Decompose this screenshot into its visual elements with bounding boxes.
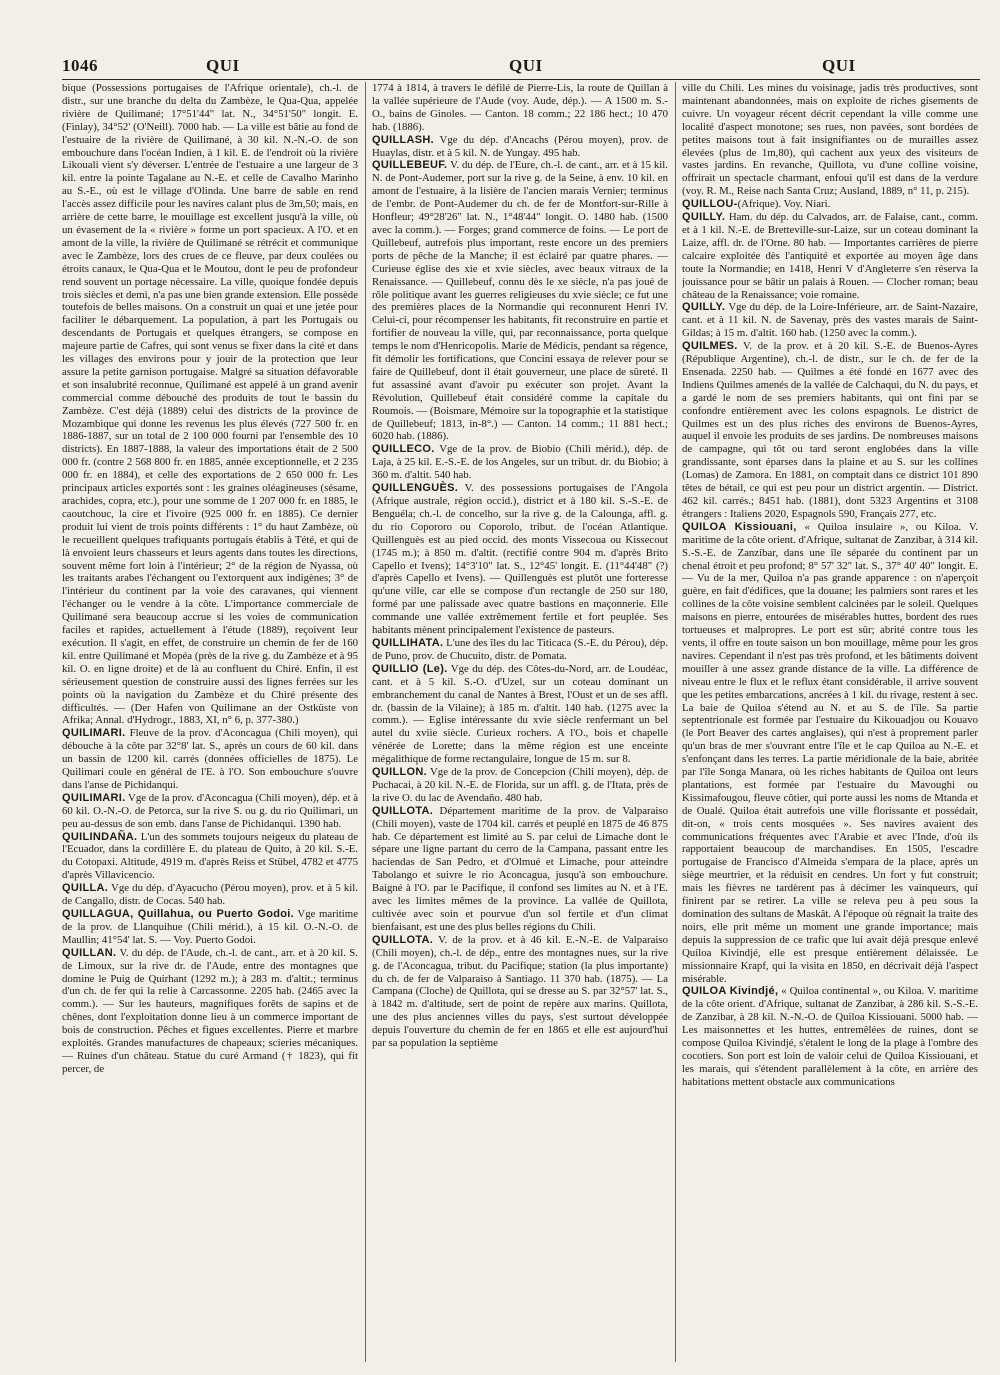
entry-headword: QUILLOU- <box>682 198 738 211</box>
entry-headword: QUILIMARI. <box>62 791 126 804</box>
entry-headword: QUILLIO (Le). <box>372 662 448 675</box>
dictionary-entry <box>372 805 668 934</box>
dictionary-entry <box>682 301 978 340</box>
dictionary-entry <box>372 443 668 482</box>
entry-headword: QUILLY. <box>682 211 726 224</box>
dictionary-entry <box>682 340 978 521</box>
entry-headword: QUILLECO. <box>372 443 435 456</box>
entry-text: L'une des îles du lac Titicaca (S.-E. du Pérou), dép. de Puno, prov. de Chucuito, distr. de Pomata. <box>372 636 668 662</box>
entry-text: (Afrique). Voy. Niari. <box>737 198 831 211</box>
dictionary-entry <box>682 521 978 986</box>
dictionary-entry <box>62 947 358 1076</box>
dictionary-entry <box>372 134 668 160</box>
page-header <box>62 50 980 80</box>
entry-text: Vge de la prov. de Biobio (Chili mérid.), dép. de Laja, à 25 kil. E.-S.-E. de los Angeles, sur un tribut. dr. du Biobio; à 360 m. d'altit. 540 hab. <box>372 443 668 482</box>
entry-text: V. de la prov. et à 46 kil. E.-N.-E. de Valparaiso (Chili moyen), ch.-l. de dép., entre des montagnes nues, sur la rive g. de l'Aconcagua, tribut. du Pacifique; station (la plus importante) du ch. de fer de Valparaiso à Santiago. 11 370 hab. (1875). — La Campana (Cloche) de Quillota, qui se dresse au S. par 32°57' lat. S., à 1842 m. d'altitude, sert de point de repère aux marins. Quillota, une des plus anciennes villes du pays, s'est surtout développée depuis l'ouverture du chemin de fer en 1865 et elle est aujourd'hui par sa population la septième <box>372 933 668 1050</box>
entry-headword: QUILLOTA. <box>372 804 434 817</box>
entry-headword: QUILOA Kivindjé, <box>682 985 779 998</box>
entry-headword: QUILOA Kissiouani, <box>682 520 797 533</box>
dictionary-entry <box>62 792 358 831</box>
entry-text: Fleuve de la prov. d'Aconcagua (Chili moyen), qui débouche à la côte par 32°8' lat. S., après un cours de 60 kil. dans un bassin de 1200 kil. carrés (données officielles de 1875). Le Quilimari coule en général de l'E. à l'O. Son embouchure s'ouvre dans l'anse de Pichidanqui. <box>62 727 358 791</box>
dictionary-entry <box>62 831 358 883</box>
entry-text: V. du dép. de l'Aude, ch.-l. de cant., arr. et à 20 kil. S. de Limoux, sur la rive dr. de l'Aude, entre des montagnes que domine le Puig de Quirhant (1292 m.); à 283 m. d'altit.; terminus d'un ch. de fer qui la relie à Carcassonne. 2205 hab. (2465 avec la comm.). — Sur les hauteurs, magnifiques forêts de sapins et de chênes, dont l'exploitation donne lieu à un commerce important de bois de construction. Pêches et figues excellentes. Pierre et marbre exploités. Grandes manufactures de chapeaux; scieries mécaniques. — Ruines d'un château. Statue du curé Armand († 1823), qui fit percer, de <box>62 946 358 1075</box>
entry-text: Vge de la prov. d'Aconcagua (Chili moyen), dép. et à 60 kil. O.-N.-O. de Petorca, sur la rive S. ou g. du rio Quilimari, un peu au-dessus de son emb. dans l'anse de Pichidanqui. 1390 hab. <box>62 791 358 830</box>
dictionary-entry <box>372 482 668 637</box>
entry-text: Vge du dép. des Côtes-du-Nord, arr. de Loudéac, cant. et à 5 kil. S.-O. d'Uzel, sur un coteau dominant un embranchement du canal de Nantes à Brest, l'Oust et un de ses affl. dr. (bassin de la Vilaine); à 185 m. d'altit. 140 hab. (1275 avec la comm.). — Eglise intéressante du xvie siècle renfermant un bel autel du xviie siècle. Curieux rochers. A l'O., bois et chapelle vénérée de Lorette; dans la même région est une enceinte mégalithique de forme rectangulaire, longue de 15 m. sur 8. <box>372 662 668 766</box>
dictionary-entry <box>682 198 978 211</box>
dictionary-entry <box>372 766 668 805</box>
entry-text: « Quiloa continental », ou Kiloa. V. maritime de la côte orient. d'Afrique, sultanat de Zanzibar, à 286 kil. S.-S.-E. de Zanzibar, à 28 kil. N.-N.-O. de Quiloa Kissiouani. 5000 hab. — Les maisonnettes et les huttes, entremêlées de ruines, dont se compose Quiloa Kivindjé, s'étalent le long de la plage à l'ombre des cocotiers. Son port est loin de valoir celui de Quiloa Kissiouani, et les marais, qui s'étendent parallèlement à la côte, en arrière des habitations mettent obstacle aux communications <box>682 985 978 1088</box>
entry-headword: QUILLA. <box>62 882 109 895</box>
dictionary-entry <box>62 882 358 908</box>
dictionary-entry <box>372 934 668 1050</box>
entry-text: L'un des sommets toujours neigeux du plateau de l'Ecuador, dans la cordillère E. du plateau de Quito, à 20 kil. S.-E. du Cotopaxi. Altitude, 4919 m. d'après Reiss et Stübel, 4782 et 4775 d'après Villavicencio. <box>62 830 358 882</box>
dictionary-entry <box>372 82 668 134</box>
entry-text: 1774 à 1814, à travers le défilé de Pierre-Lis, la route de Quillan à la vallée supérieure de l'Aude (voy. Aude, dép.). — A 1500 m. S.-O., bains de Ginoles. — Canton. 18 comm.; 22 186 hect.; 10 470 hab. (1886). <box>372 82 668 133</box>
entry-headword: QUILLON. <box>372 766 427 779</box>
entry-text: Vge du dép. de la Loire-Inférieure, arr. de Saint-Nazaire, cant. et à 11 kil. N. de Savenay, près des vastes marais de Saint-Gildas; à 15 m. d'altit. 160 hab. (1250 avec la comm.). <box>682 301 978 340</box>
entry-text: Ham. du dép. du Calvados, arr. de Falaise, cant., comm. et à 1 kil. N.-E. de Bretteville-sur-Laize, sur un coteau dominant la Laize, affl. dr. de l'Orne. 80 hab. — Importantes carrières de pierre calcaire exploitée dès l'antiquité et exportée au moyen âge dans toute la Normandie; en 1418, Henri V d'Angleterre s'en réserva la jouissance pour se bâtir un palais à Rouen. — Clocher roman; beau château de la Renaissance; voie romaine. <box>682 211 978 301</box>
entry-text: Vge maritime de la prov. de Llanquihue (Chili mérid.), à 15 kil. O.-N.-O. de Maullin; 41°54' lat. S. — Voy. Puerto Godoi. <box>62 908 358 946</box>
entry-headword: QUILLOTA. <box>372 933 434 946</box>
entry-headword: QUILLAGUA, Quillahua, ou Puerto Godoi. <box>62 908 294 920</box>
entry-text: « Quiloa insulaire », ou Kiloa. V. maritime de la côte orient. d'Afrique, sultanat de Zanzibar, à 314 kil. S.-S.-E. de Zanzibar, dans une île séparée du continent par un chenal étroit et peu profond; 8° 57' 32" lat. S., 37° 40' 40" longit. E. — Vu de la mer, Quiloa n'a pas grande apparence : on n'aperçoit guère, en fait d'édifices, que la douane; les palmiers sont rares et les collines de la côte voisine semblent calcinées par le soleil. Quelques maisons en pierre, entourées de misérables huttes, bordent des rues tortueuses et malpropres. Le port est sûr; abrité contre tous les vents, il offre en toute saison un bon mouillage, même pour les gros navires. Cependant il n'est pas très profond, et les bâtiments doivent mouiller à une assez grande distance de la ville. La différence de niveau entre le flux et le reflux étant considérable, il arrive souvent que les petites embarcations, ancrées à 1 kil. du rivage, restent à sec. La baie de Quiloa s'étend au N. et au S. de l'île. Sa partie septentrionale est formée par l'estuaire du Kikouadjou ou Kouavo (le Port Beaver des cartes anglaises), qui n'est à proprement parler qu'un bras de mer s'ouvrant entre l'île et le cap Quiloa au N.-E. et s'enfonçant dans les terres. La partie méridionale de la baie, abritée par l'île Songa Manara, où les riches habitants de Quiloa ont leurs plantations, est formée par l'estuaire du Mavoughi ou Kissimafougou, fleuve côtier, qui porte aussi les noms de Mtanda et de Oualé. Quiloa était autrefois une ville florissante et possédait, dit-on, « trois cents mosquées ». Ses navires avaient des communications fréquentes avec l'Arabie et avec l'Inde, d'où ils rapportaient beaucoup de marchandises. En 1505, l'escadre portugaise de Francisco d'Almeida s'empara de la place, après un siège meurtrier, et la réduisit en cendres. Un fort y fut construit; mais les fièvres ne tardèrent pas à décimer les vainqueurs, qui finirent par se retirer. La ville se releva peu à peu sous la domination des sultans de Maskât. A l'époque où régnait la traite des noirs, elle prit même un moment une grande importance; mais depuis la suppression de ce trafic que lui avait déjà presque enlevé Quiloa Kivindjé, elle est presque entièrement délaissée. Le missionnaire Krapf, qui la visita en 1850, en décrivait déjà l'aspect misérable. <box>682 520 978 985</box>
entry-text: V. de la prov. et à 20 kil. S.-E. de Buenos-Ayres (République Argentine), ch.-l. de distr., sur le ch. de fer de la Ensenada. 2250 hab. — Quilmes a été fondé en 1677 avec des Indiens Quilmes amenés de la vallée de Calchaqui, du N. du pays, et a gardé le nom de ses premiers habitants, qui ont fini par se confondre entièrement avec les colons espagnols. Le district de Quilmes est un des plus riches des environs de Buenos-Ayres, auquel il envoie les produits de ses jardins. De nombreuses maisons de campagne, qui tôt ou tard seront englobées dans la ville grandissante, sont éparses dans la plaine et au S. sur les collines (Lomas) de Zamora. En 1881, on comptait dans ce district 101 890 têtes de bétail, ce qui est peu pour un district argentin. — District. 462 kil. carrés.; 8451 hab. (1881), dont 5323 Argentins et 3108 étrangers : Italiens 2020, Espagnols 590, Français 277, etc. <box>682 340 978 520</box>
text-columns <box>62 82 980 1362</box>
entry-text: ville du Chili. Les mines du voisinage, jadis très productives, sont maintenant abandonnées, mais on exploite de riches gisements de cuivre. Un voyageur récent décrit cependant la ville comme une localité d'aspect monotone; ses rues, non pavées, sont bordées de petites maisons tout à fait insignifiantes ou de murailles assez élevées (plus de 1m,80), qui cachent aux yeux des visiteurs de vastes jardins. En revanche, Quillota, vu d'une colline voisine, offrirait un spectacle charmant, enfoui qu'il est dans de la verdure (voy. R. M., Reise nach Santa Cruz; Ausland, 1889, n° 11, p. 215). <box>682 82 978 198</box>
entry-headword: QUILLEBEUF. <box>372 159 448 172</box>
entry-headword: QUILLENGUÈS. <box>372 482 459 495</box>
entry-headword: QUILIMARI. <box>62 727 126 740</box>
dictionary-entry <box>682 82 978 198</box>
running-head-left: QUI <box>206 56 240 75</box>
dictionary-entry <box>682 985 978 1088</box>
column-1 <box>62 82 358 1362</box>
column-3 <box>682 82 978 1362</box>
dictionary-entry <box>372 663 668 766</box>
column-2 <box>372 82 668 1362</box>
running-head-center: QUI <box>509 56 543 75</box>
dictionary-entry <box>372 637 668 663</box>
entry-text: bique (Possessions portugaises de l'Afrique orientale), ch.-l. de distr., sur une branche du delta du Zambèze, le Qua-Qua, appelée rivière de Quilimané; 17°51'44" lat. N., 34°51'50" longit. E. (Finlay), 34°52' (O'Neill). 7000 hab. — La ville est bâtie au fond de l'estuaire de la rivière de Quilimané, à 30 kil. N.-N.-O. de son embouchure dans l'océan Indien, à 1 kil. E. de l'endroit où la rivière Likouali vient s'y déverser. L'entrée de l'estuaire a une largeur de 3 kil. entre la pointe Tagalane au N.-E. et celle de Cavalho Marinho au S.-E., où est le village d'Olinda. Une barre de sable en rend l'accès assez difficile pour les navires calant plus de 3m,50; mais, en arrière de cette barre, le mouillage est excellent jusqu'à la ville, où un évasement de la « rivière » forme un port spacieux. A l'O. et en amont de la ville, la rivière de Quilimané se rétrécit et communique avec le Zambèze, lors des crues de ce fleuve, par deux coulées ou étroits canaux, le Qua-Qua et le Moutou, dont le peu de profondeur rend souvent un portage nécessaire. La ville, quoique fondée depuis trois siècles et demi, n'a pas une bien grande extension. Elle possède toutefois de belles maisons. On a construit un quai et une jetée pour faciliter le débarquement. La population, à part les Portugais ou descendants de Portugais et quelques étrangers, se compose en majeure partie de Cafres, qui sont venus se fixer dans la cité et dans les villages des environs pour y jouir de la protection que leur assure la petite garnison portugaise. Malgré sa situation défavorable et son insalubrité reconnue, Quilimané est appelé à un grand avenir commercial comme débouché des produits de tout le bassin du Zambèze. C'est déjà (1889) celui des districts de la province de Mozambique qui donne les revenus les plus élevés (727 500 fr. en 1886-1887, sur un total de 2 100 000 fourni par l'ensemble des 10 districts). En 1887-1888, la valeur des importations était de 2 500 000 fr. (contre 2 568 800 fr. en 1885, année exceptionnelle, et 2 235 000 fr. en 1884), et celle des exportations de 2 650 000 fr. Les principaux articles exportés sont : les graines oléagineuses (sésame, arachides, copra, etc.), pour une somme de 1 207 000 fr. en 1885, le caoutchouc, la cire et l'ivoire (925 000 fr. en 1885). Ce dernier produit lui vient de trois points différents : 1° du haut Zambèze, où le recueillent quelques trafiquants portugais établis à Tété, et qui de là envoient leurs chasseurs et leurs agents dans toutes les directions, souvent même fort loin à l'intérieur; 2° de la région de Nyassa, où les traitants arabes l'échangent ou l'extorquent aux indigènes; 3° de l'intérieur du continent par la voie des caravanes, qui viennent l'échanger ou le vendre à la côte. L'importance commerciale de Quilimané sera beaucoup accrue si les voies de communication faciles et rapides, actuellement à l'étude (1889), reçoivent leur exécution. Il s'agit, en effet, de construire un chemin de fer de 160 kil. entre Quilimané et Mopéa (près de la rive g. du Zambèze et à 95 kil. O. en ligne droite) et de là au confluent du Chiré. Enfin, il est sérieusement question de construire aussi des lignes ferrées sur les points où la navigation du Zambèze et du Chiré présente des difficultés. — (Der Hafen von Quilimane an der Ostküste von Afrika; Annal. d'Hydrogr., 1883, XI, n° 6, p. 377-380.) <box>62 82 358 727</box>
entry-text: V. du dép. de l'Eure, ch.-l. de cant., arr. et à 15 kil. N. de Pont-Audemer, port sur la rive g. de la Seine, à env. 10 kil. en amont de l'estuaire, à la lisière de l'ancien marais Vernier; terminus de l'embr. de Pont-Audemer du ch. de fer de Montfort-sur-Rille à Honfleur; 49°28'26" lat. N., 1°48'44" longit. O. 1480 hab. (1500 avec la comm.). — Forges; grand commerce de foins. — Le port de Quillebeuf, autrefois plus important, reste encore un des premiers ports de pêche de la Manche; il est éclairé par quatre phares. — Curieuse église des xie et xvie siècles, avec beaux vitraux de la Renaissance. — Quillebeuf, connu dès le xe siècle, n'a pas joué de rôle politique avant les guerres religieuses du xvie siècle; ce fut une des premières places de la Normandie qui reconnurent Henri IV. Celui-ci, pour récompenser les habitants, fit reconstruire en partie et fortifier de nouveau la ville, qui, par reconnaissance, porta quelque temps le nom d'Henricopolis. Marie de Médicis, pendant sa régence, fit démolir les fortifications, que Concini essaya de relever pour se faire de Quillebeuf, dont il était gouverneur, une place de sûreté. Il fut assassiné avant d'avoir pu exécuter son projet. Avant la Révolution, Quillebeuf était considéré comme la capitale du Roumois. — (Boismare, Mémoire sur la topographie et la statistique de Quillebeuf; 1813, in-8°.) — Canton. 14 comm.; 11 881 hect.; 6020 hab. (1886). <box>372 159 668 443</box>
dictionary-entry <box>62 727 358 792</box>
entry-headword: QUILLAN. <box>62 946 117 959</box>
entry-text: Vge du dép. d'Ancachs (Pérou moyen), prov. de Huaylas, distr. et à 5 kil. N. de Yungay. 495 hab. <box>372 133 668 159</box>
dictionary-entry <box>62 908 358 947</box>
dictionary-entry <box>372 159 668 443</box>
dictionary-entry <box>682 211 978 301</box>
column-rule <box>675 82 676 1362</box>
page-number: 1046 <box>62 56 98 75</box>
entry-text: V. des possessions portugaises de l'Angola (Afrique australe, région occid.), district et à 180 kil. S.-S.-E. de Benguéla; ch.-l. de concelho, sur la rive g. de la Calounga, affl. g. du rio Copororo ou Coporolo, tribut. de l'océan Atlantique. Quillenguès est au pied occid. des monts Vissecoua ou Kissecout (1745 m.); à 850 m. d'altit. (rectifié contre 904 m. d'après Brito Capello et Ivens); 14°3'10" lat. S., 12°45' longit. E. (11°44'48" (?) d'après Capello et Ivens). — Quillenguès est plutôt une forteresse qu'une ville, car elle se compose d'un rectangle de 250 sur 180, formé par une palissade avec quatre bastions en maçonnerie. Elle commande une vallée extrêmement fertile et fort peuplée. Ses habitants mènent principalement l'existence de pasteurs. <box>372 482 668 637</box>
column-rule <box>365 82 366 1362</box>
entry-text: Département maritime de la prov. de Valparaiso (Chili moyen), vaste de 1704 kil. carrés et peuplé en 1875 de 46 875 hab. Ce département est limité au S. par celui de Limache dont le sépare une ligne partant du cerro de la Campana, passant entre les haciendas de San Pedro, et d'Olmué et Limache, pour atteindre Tabolango et suivre le rio Aconcagua, jusqu'à son embouchure. Baigné à l'O. par le Pacifique, il confond ses limites au N. et à l'E. avec les limites mêmes de la province. La vallée de Quillota, cultivée avec soin et pourvue d'un sol fertile et d'un climat bienfaisant, est une des plus belles régions du Chili. <box>372 804 668 933</box>
dictionary-entry <box>62 82 358 727</box>
entry-text: Vge du dép. d'Ayacucho (Pérou moyen), prov. et à 5 kil. de Cangallo, distr. de Cocas. 540 hab. <box>62 882 358 908</box>
entry-headword: QUILINDAÑA. <box>62 830 138 843</box>
entry-headword: QUILLASH. <box>372 133 434 146</box>
running-head-right: QUI <box>822 56 856 75</box>
entry-text: Vge de la prov. de Concepcion (Chili moyen), dép. de Puchacai, à 20 kil. N.-E. de Florida, sur un affl. g. de l'Itata, près de la rive O. du lac de Avendaño. 480 hab. <box>372 766 668 804</box>
entry-headword: QUILMES. <box>682 340 738 353</box>
entry-headword: QUILLY. <box>682 301 726 314</box>
entry-headword: QUILLIHATA. <box>372 636 444 649</box>
